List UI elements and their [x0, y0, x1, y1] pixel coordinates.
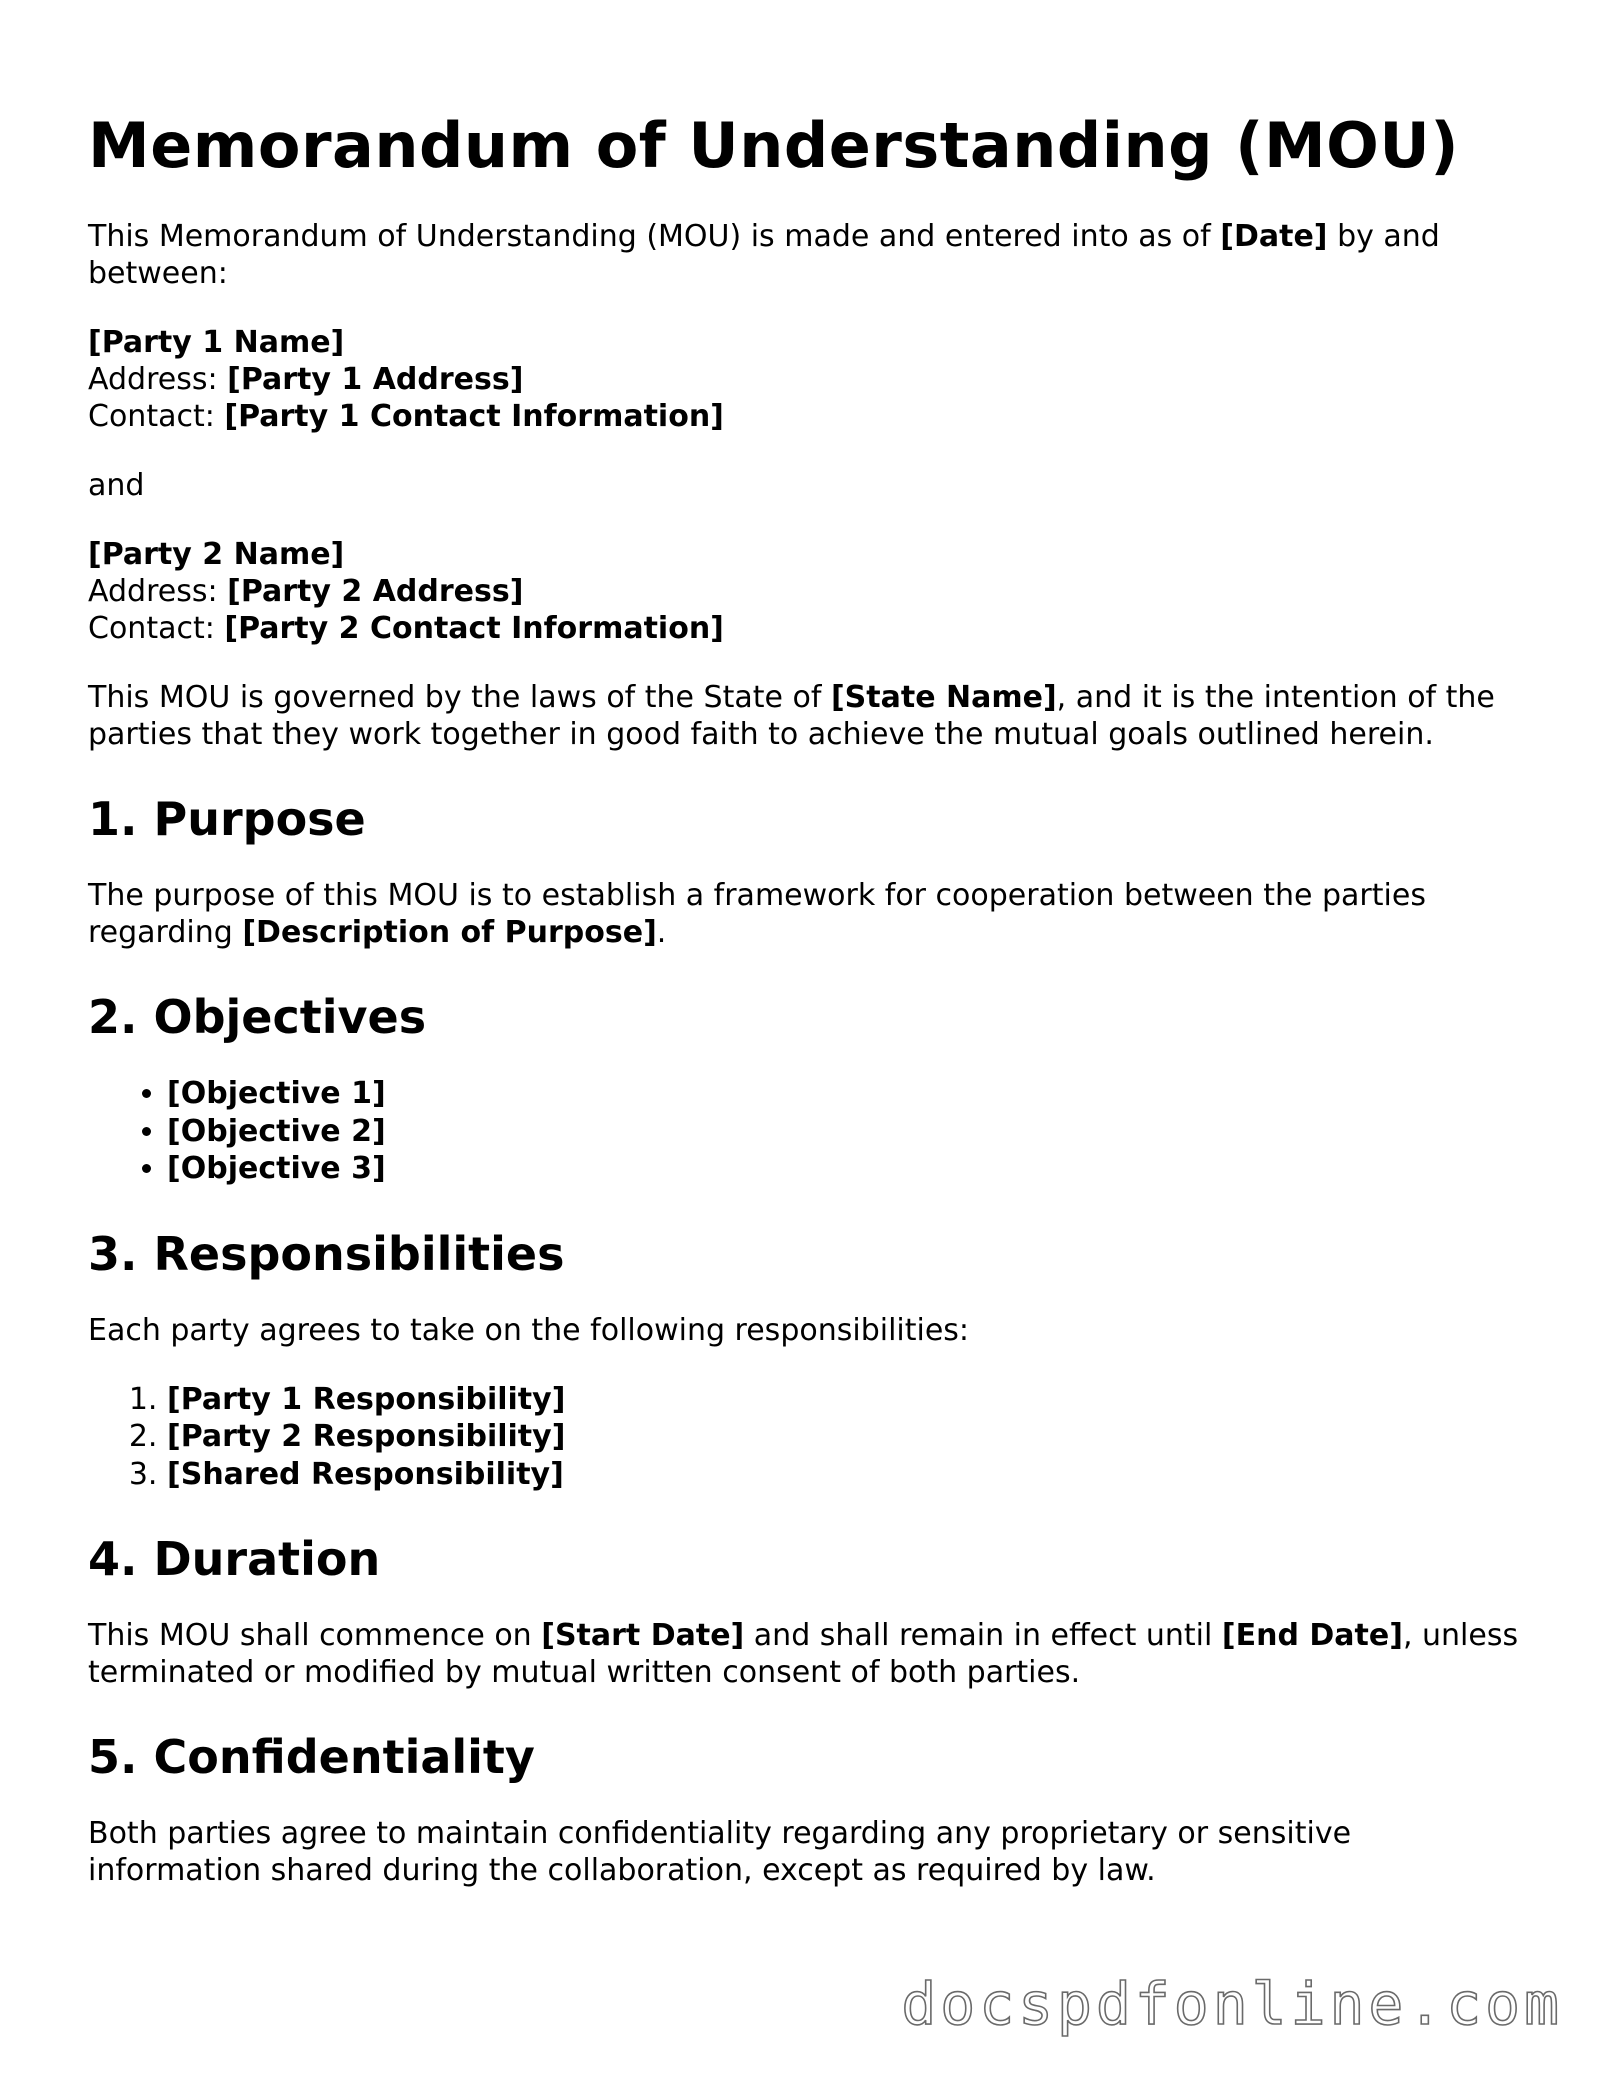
purpose-placeholder: [Description of Purpose] [242, 915, 657, 950]
party-1-address-label: Address: [88, 362, 228, 397]
party-2-name: [Party 2 Name] [88, 537, 345, 572]
responsibilities-list [88, 1381, 1528, 1494]
governing-paragraph [88, 679, 1528, 753]
duration-text-1: This MOU shall commence on [88, 1618, 542, 1653]
responsibility-3: [Shared Responsibility] [167, 1456, 564, 1492]
purpose-text-after: . [656, 915, 667, 950]
duration-text-3: , unless terminated or modified by mutual written consent of both parties. [88, 1618, 1519, 1690]
party-1-address: [Party 1 Address] [227, 362, 524, 397]
list-item [167, 1456, 1528, 1494]
objective-1: [Objective 1] [167, 1076, 386, 1111]
date-placeholder: [Date] [1220, 219, 1328, 254]
governing-text-after: , and it is the intention of the parties that they work together in good faith to achieve the mutual goals outlined herein. [88, 680, 1495, 752]
governing-text-before: This MOU is governed by the laws of the State of [88, 680, 831, 715]
section-heading-duration: 4. Duration [88, 1532, 381, 1586]
party-2-contact-label: Contact: [88, 611, 225, 646]
party-1-contact: [Party 1 Contact Information] [224, 399, 724, 434]
document-title: Memorandum of Understanding (MOU) [88, 109, 1460, 182]
state-placeholder: [State Name] [830, 680, 1057, 715]
objective-3: [Objective 3] [167, 1151, 386, 1186]
party-1-contact-label: Contact: [88, 399, 225, 434]
party-2-contact: [Party 2 Contact Information] [224, 611, 724, 646]
objective-2: [Objective 2] [167, 1113, 386, 1149]
list-item [167, 1113, 1528, 1151]
and-text: and [88, 468, 145, 503]
section-heading-confidentiality: 5. Confidentiality [88, 1730, 535, 1784]
section-heading-purpose: 1. Purpose [88, 792, 366, 846]
intro-text-after: by and between: [88, 219, 1440, 291]
section-heading-responsibilities: 3. Responsibilities [88, 1226, 565, 1281]
responsibility-2: [Party 2 Responsibility] [167, 1419, 566, 1454]
party-2-address-label: Address: [88, 574, 228, 609]
list-item [167, 1150, 1528, 1188]
document-page [88, 108, 1528, 1921]
duration-text-2: and shall remain in effect until [744, 1618, 1222, 1653]
purpose-text-before: The purpose of this MOU is to establish a framework for cooperation between the parties regarding [88, 878, 1426, 950]
party-2-block [88, 536, 1528, 647]
start-date-placeholder: [Start Date] [541, 1618, 745, 1653]
responsibility-1: [Party 1 Responsibility] [167, 1381, 566, 1417]
end-date-placeholder: [End Date] [1221, 1618, 1403, 1653]
watermark: docspdfonline.com [901, 1970, 1563, 2038]
section-heading-objectives: 2. Objectives [88, 990, 427, 1044]
purpose-paragraph [88, 877, 1528, 951]
objectives-list [88, 1075, 1528, 1188]
duration-paragraph [88, 1617, 1528, 1691]
confidentiality-paragraph: Both parties agree to maintain confidentiality regarding any proprietary or sensitive information shared during the collaboration, except as required by law. [88, 1816, 1352, 1888]
responsibilities-intro: Each party agrees to take on the following responsibilities: [88, 1312, 970, 1348]
intro-text-before: This Memorandum of Understanding (MOU) is made and entered into as of [88, 219, 1221, 254]
list-item [167, 1418, 1528, 1456]
party-1-block [88, 324, 1528, 435]
intro-paragraph [88, 218, 1528, 292]
party-1-name: [Party 1 Name] [88, 325, 345, 360]
list-item [167, 1075, 1528, 1113]
party-2-address: [Party 2 Address] [227, 574, 524, 609]
list-item [167, 1381, 1528, 1419]
